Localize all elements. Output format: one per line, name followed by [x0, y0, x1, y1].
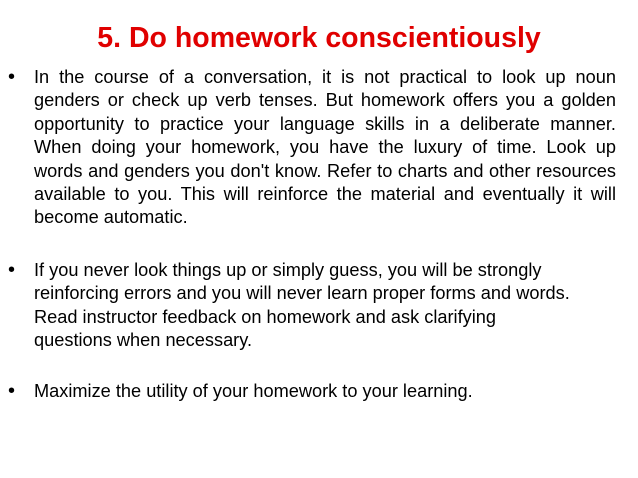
bullet-item: [8, 259, 616, 353]
bullet-icon: •: [8, 380, 16, 403]
slide-title: 5. Do homework conscientiously: [97, 22, 541, 54]
bullet-text: Maximize the utility of your homework to your learning.: [34, 381, 473, 402]
bullet-icon: •: [8, 258, 16, 281]
bullet-list: [8, 66, 616, 404]
bullet-text: If you never look things up or simply guess, you will be strongly reinforcing errors and you will never learn proper forms and words. Read instructor feedback on homework and ask clarifying questions when necessary.: [34, 259, 570, 351]
bullet-icon: •: [8, 66, 16, 88]
bullet-item: [8, 66, 616, 230]
bullet-item: [8, 380, 616, 403]
bullet-text: In the course of a conversation, it is not practical to look up noun genders or check up verb tenses. But homework offers you a golden opportunity to practice your language skills in a deliberate manner. When doing your homework, you have the luxury of time. Look up words and genders you don't know. Refer to charts and other resources available to you. This will reinforce the material and eventually it will become automatic.: [34, 67, 616, 228]
